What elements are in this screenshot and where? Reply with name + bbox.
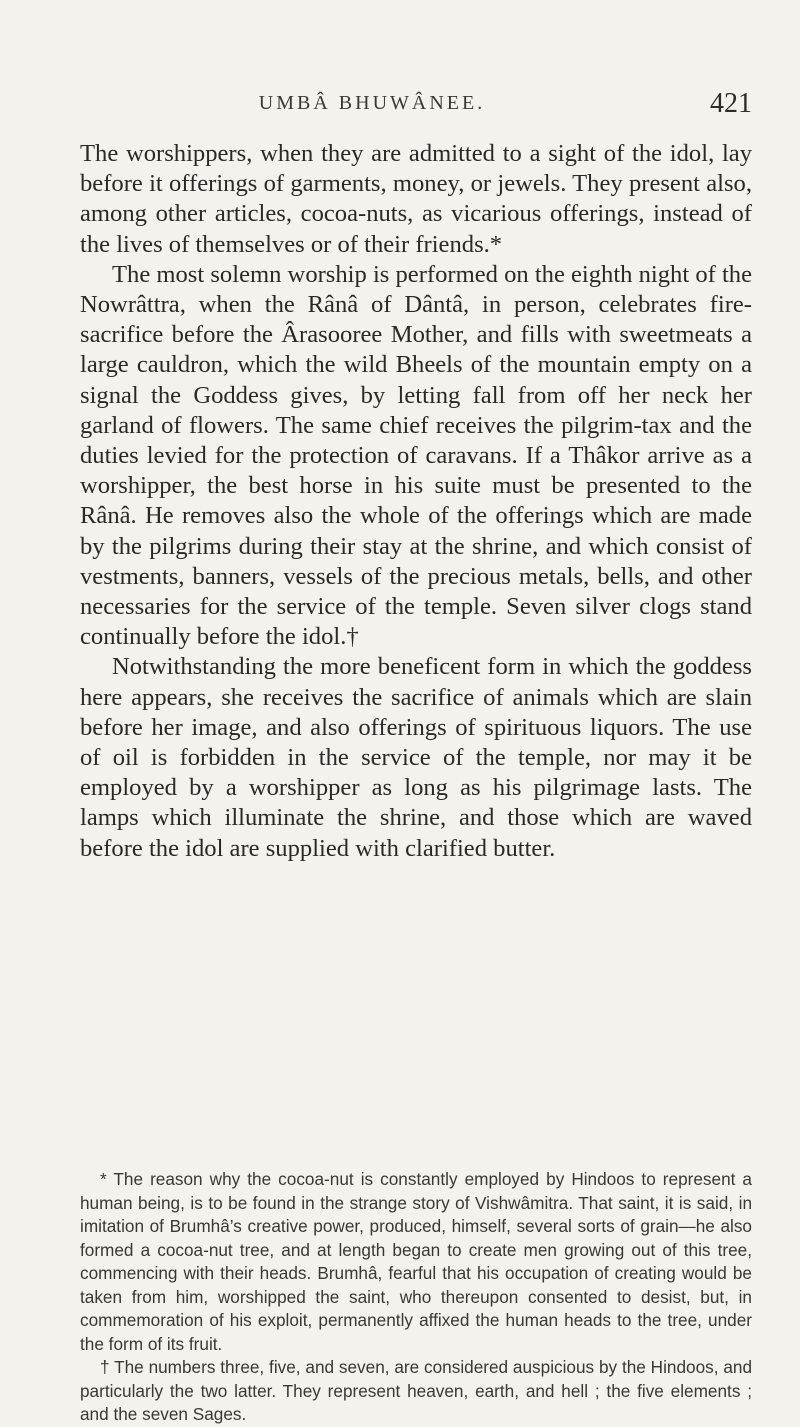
paragraph-3: Notwithstanding the more beneficent form in which the goddess here appears, she receives the sacrifice of animals which are slain before her image, and also offerings of spirituous liquors. The use of oil is forbidden in the service of the temple, nor may it be employed by a worshipper as long as his pilgrimage lasts. The lamps which illuminate the shrine, and those which are waved before the idol are supplied with clarified butter.: [80, 653, 752, 862]
running-title: UMBÂ BHUWÂNEE.: [258, 92, 486, 114]
running-head: [0, 88, 800, 128]
page-number: 421: [710, 88, 752, 119]
footnote-dagger: † The numbers three, five, and seven, are considered auspicious by the Hindoos, and particularly the two latter. They represent heaven, earth, and hell ; the five elements ; and the seven Sages.: [80, 1357, 752, 1424]
paragraph-1: The worshippers, when they are admitted to a sight of the idol, lay before it offerings of garments, money, or jewels. They present also, among other articles, cocoa-nuts, as vicarious offerings, instead of the lives of themselves or of their friends.*: [80, 140, 752, 258]
footnotes: [80, 1168, 752, 1427]
footnote-asterisk: * The reason why the cocoa-nut is constantly employed by Hindoos to represent a human being, is to be found in the strange story of Vishwâmitra. That saint, it is said, in imitation of Brumhâ’s creative power, produced, himself, several sorts of grain—he also formed a cocoa-nut tree, and at length began to create men growing out of this tree, commencing with their heads. Brumhâ, fearful that his occupation of creating would be taken from him, worshipped the saint, who thereupon consented to desist, but, in commemoration of his exploit, permanently affixed the human heads to the tree, under the form of its fruit.: [80, 1169, 752, 1354]
paragraph-2: The most solemn worship is performed on the eighth night of the Nowrâttra, when the Rânâ of Dântâ, in person, celebrates fire-sacrifice before the Ârasooree Mother, and fills with sweetmeats a large cauldron, which the wild Bheels of the mountain empty on a signal the Goddess gives, by letting fall from off her neck her garland of flowers. The same chief receives the pilgrim-tax and the duties levied for the protection of caravans. If a Thâkor arrive as a worshipper, the best horse in his suite must be presented to the Rânâ. He removes also the whole of the offerings which are made by the pilgrims during their stay at the shrine, and which consist of vestments, banners, vessels of the precious metals, bells, and other necessaries for the service of the temple. Seven silver clogs stand continually before the idol.†: [80, 260, 753, 651]
body-text: [80, 139, 752, 864]
